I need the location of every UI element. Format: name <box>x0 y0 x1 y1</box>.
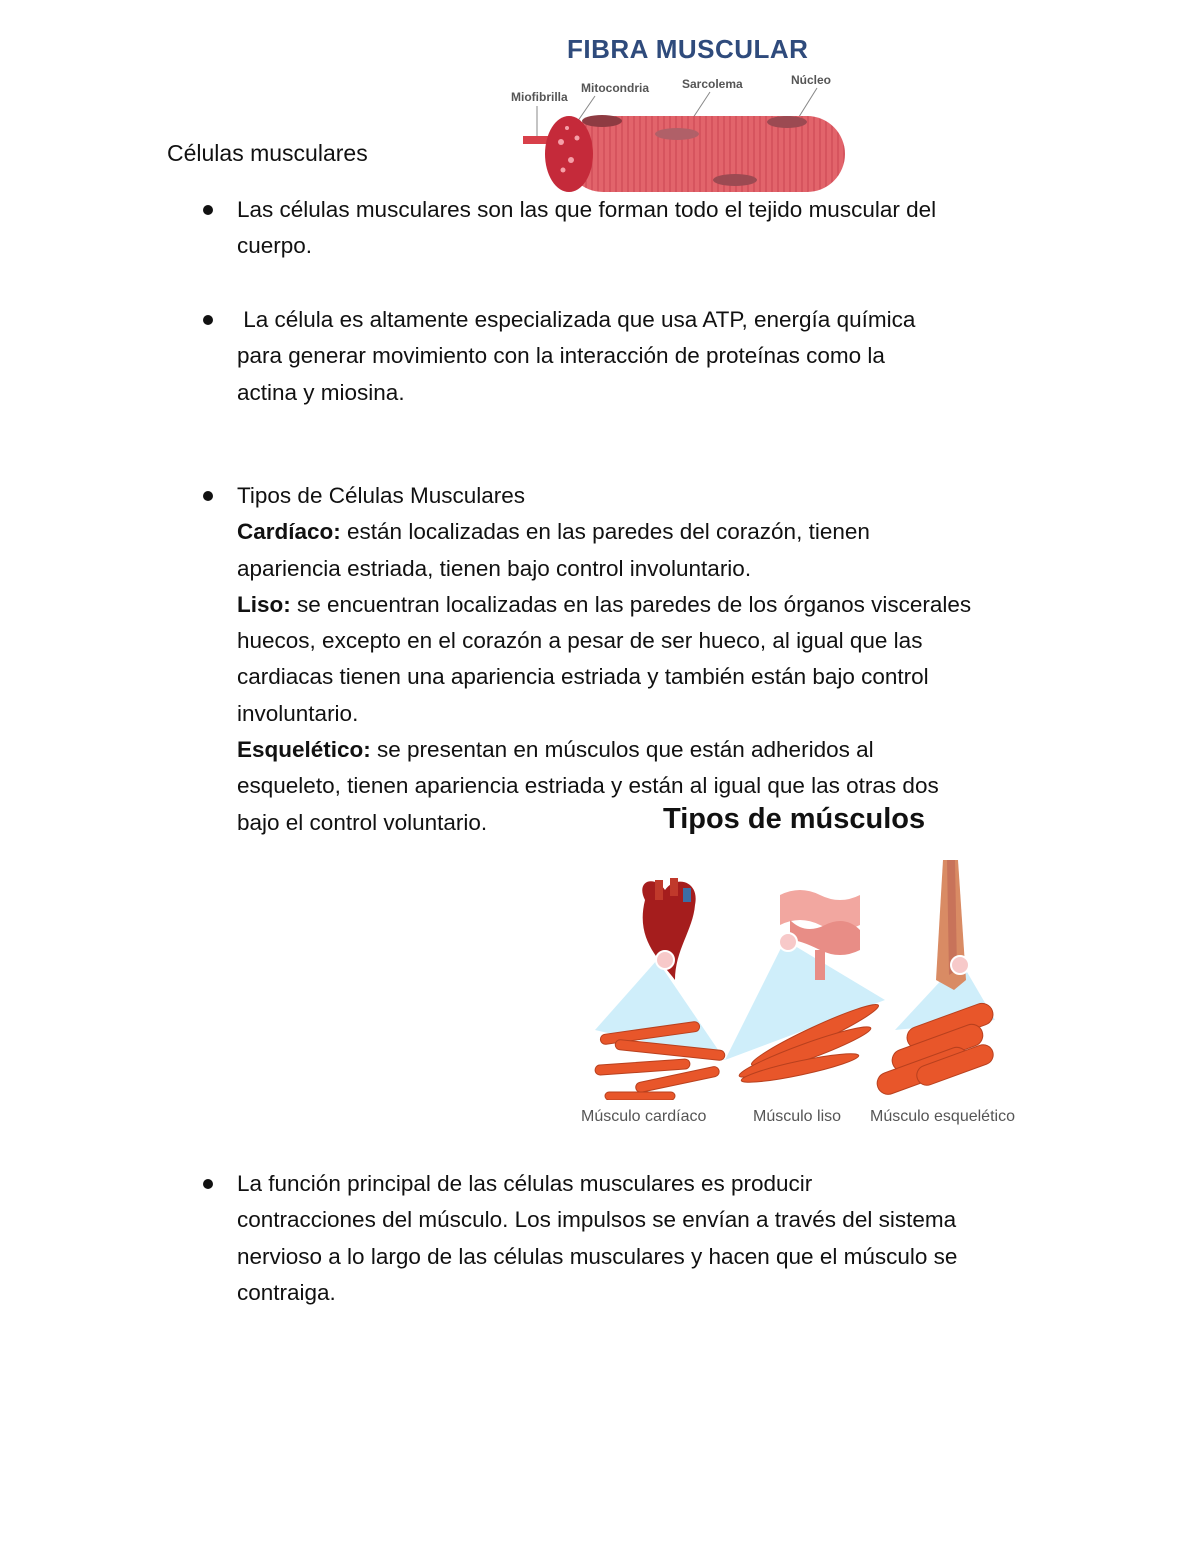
bullet-dot <box>203 315 213 325</box>
text-line: involuntario. <box>237 700 359 726</box>
page-heading: Células musculares <box>167 140 368 166</box>
bullet-dot <box>203 205 213 215</box>
muscle-fiber-figure <box>505 30 855 200</box>
muscle-types-heading: Tipos de Células Musculares <box>237 483 526 508</box>
caption-esqueletico: Músculo esquelético <box>870 1108 1015 1125</box>
text-line: para generar movimiento con la interacción de proteínas como la <box>237 343 885 369</box>
text-line: La función principal de las células musculares es producir <box>237 1171 813 1196</box>
fiber-figure-title: FIBRA MUSCULAR <box>567 34 809 64</box>
text-line: actina y miosina. <box>237 379 405 405</box>
label-nucleo: Núcleo <box>791 73 832 87</box>
text-line: Las células musculares son las que forman todo el tejido muscular del <box>237 197 937 222</box>
text-line: están localizadas en las paredes del corazón, tienen <box>340 519 870 545</box>
text-line: La célula es altamente especializada que usa ATP, energía química <box>237 307 916 332</box>
liso-line <box>237 587 1037 623</box>
text-line: se presentan en músculos que están adheridos al <box>370 737 874 763</box>
cardiaco-label: Cardíaco: <box>237 519 341 545</box>
bullet-dot <box>203 491 213 501</box>
text-line: contraiga. <box>237 1279 336 1305</box>
muscle-types-illustration <box>575 800 1045 1100</box>
label-miofibrilla: Miofibrilla <box>511 90 568 104</box>
text-line: apariencia estriada, tienen bajo control involuntario. <box>237 555 752 581</box>
skeletal-muscle-icon <box>936 860 969 990</box>
label-mitocondria: Mitocondria <box>581 81 649 95</box>
list-item <box>237 1166 1037 1311</box>
types-figure-title: Tipos de músculos <box>663 803 926 835</box>
text-line: se encuentran localizadas en las paredes de los órganos viscerales <box>290 591 972 617</box>
heart-icon <box>642 878 695 980</box>
caption-liso: Músculo liso <box>753 1108 842 1125</box>
esqueletico-line <box>237 732 1037 768</box>
text-line: bajo el control voluntario. <box>237 809 488 835</box>
muscle-types-figure <box>575 800 1045 1135</box>
bullet-dot <box>203 1179 213 1189</box>
list-item <box>237 302 1037 411</box>
label-sarcolema: Sarcolema <box>682 77 743 91</box>
list-item <box>237 192 1037 265</box>
text-line: cardiacas tienen una apariencia estriada y también están bajo control <box>237 664 929 690</box>
text-line: nervioso a lo largo de las células musculares y hacen que el músculo se <box>237 1243 958 1269</box>
text-line: huecos, excepto en el corazón a pesar de ser hueco, al igual que las <box>237 628 923 654</box>
list-item <box>237 478 1037 841</box>
text-line: contracciones del músculo. Los impulsos se envían a través del sistema <box>237 1207 957 1233</box>
text-line: esqueleto, tienen apariencia estriada y están al igual que las otras dos <box>237 773 939 799</box>
esqueletico-label: Esquelético: <box>237 737 371 763</box>
liso-label: Liso: <box>237 591 291 617</box>
text-line: cuerpo. <box>237 233 313 259</box>
caption-cardiaco: Músculo cardíaco <box>581 1108 707 1125</box>
muscle-fiber-illustration <box>505 30 855 200</box>
cardiaco-line <box>237 514 1037 550</box>
